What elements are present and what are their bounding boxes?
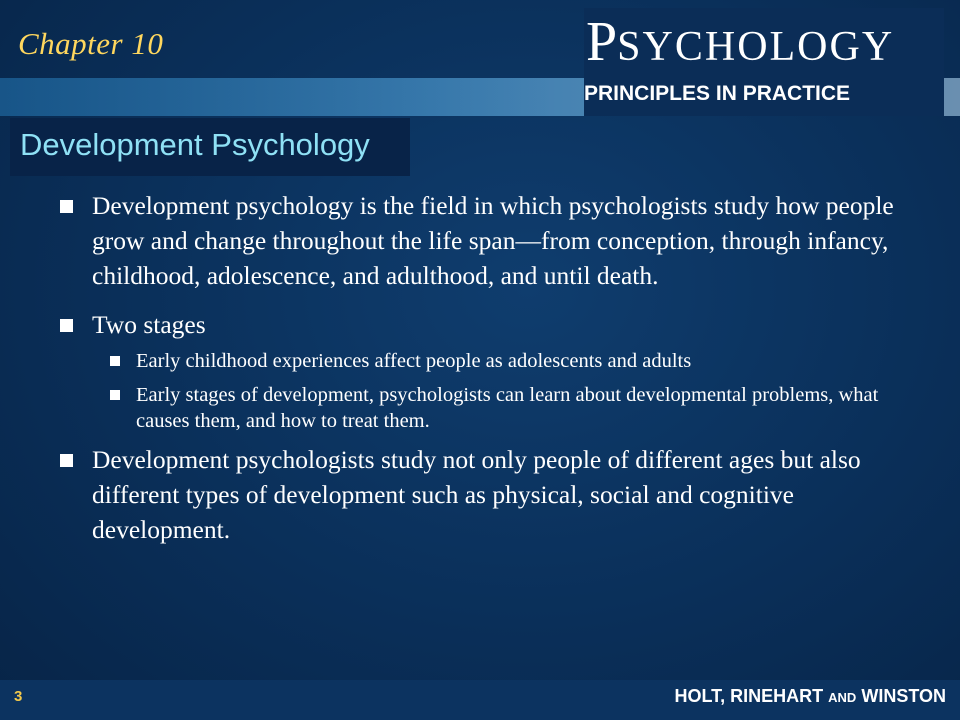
publisher-label [674,686,946,707]
square-bullet-icon [110,356,120,366]
publisher-part1: HOLT, RINEHART [674,686,829,706]
slide-title: Development Psychology [20,127,370,162]
bullet-text: Development psychologists study not only people of different ages but also different types of development such as physical, social and cognitive development. [92,445,861,544]
brand-initial: P [586,11,618,73]
header-band-shade [0,78,560,116]
sub-bullet-text: Early stages of development, psychologists can learn about developmental problems, what causes them, and how to treat them. [136,384,879,432]
bullet-item [60,307,900,342]
square-bullet-icon [60,454,73,467]
bullet-list [60,188,900,561]
publisher-and: AND [828,690,857,705]
square-bullet-icon [60,200,73,213]
bullet-item [60,442,900,547]
brand-rest: SYCHOLOGY [617,24,895,70]
chapter-label: Chapter 10 [18,26,164,61]
sub-bullet-list [60,348,900,434]
sub-bullet-item [60,348,900,374]
page-number: 3 [14,688,23,705]
bullet-text: Development psychology is the field in which psychologists study how people grow and change throughout the life span—from conception, through infancy, childhood, adolescence, and adulthood, and until death. [92,191,894,290]
brand-title [586,11,895,73]
sub-bullet-text: Early childhood experiences affect people as adolescents and adults [136,350,692,372]
square-bullet-icon [110,390,120,400]
bullet-item [60,188,900,293]
sub-bullet-item [60,382,900,434]
brand-subtitle: PRINCIPLES IN PRACTICE [584,82,851,105]
square-bullet-icon [60,319,73,332]
publisher-part2: WINSTON [856,686,946,706]
bullet-text: Two stages [92,310,206,339]
